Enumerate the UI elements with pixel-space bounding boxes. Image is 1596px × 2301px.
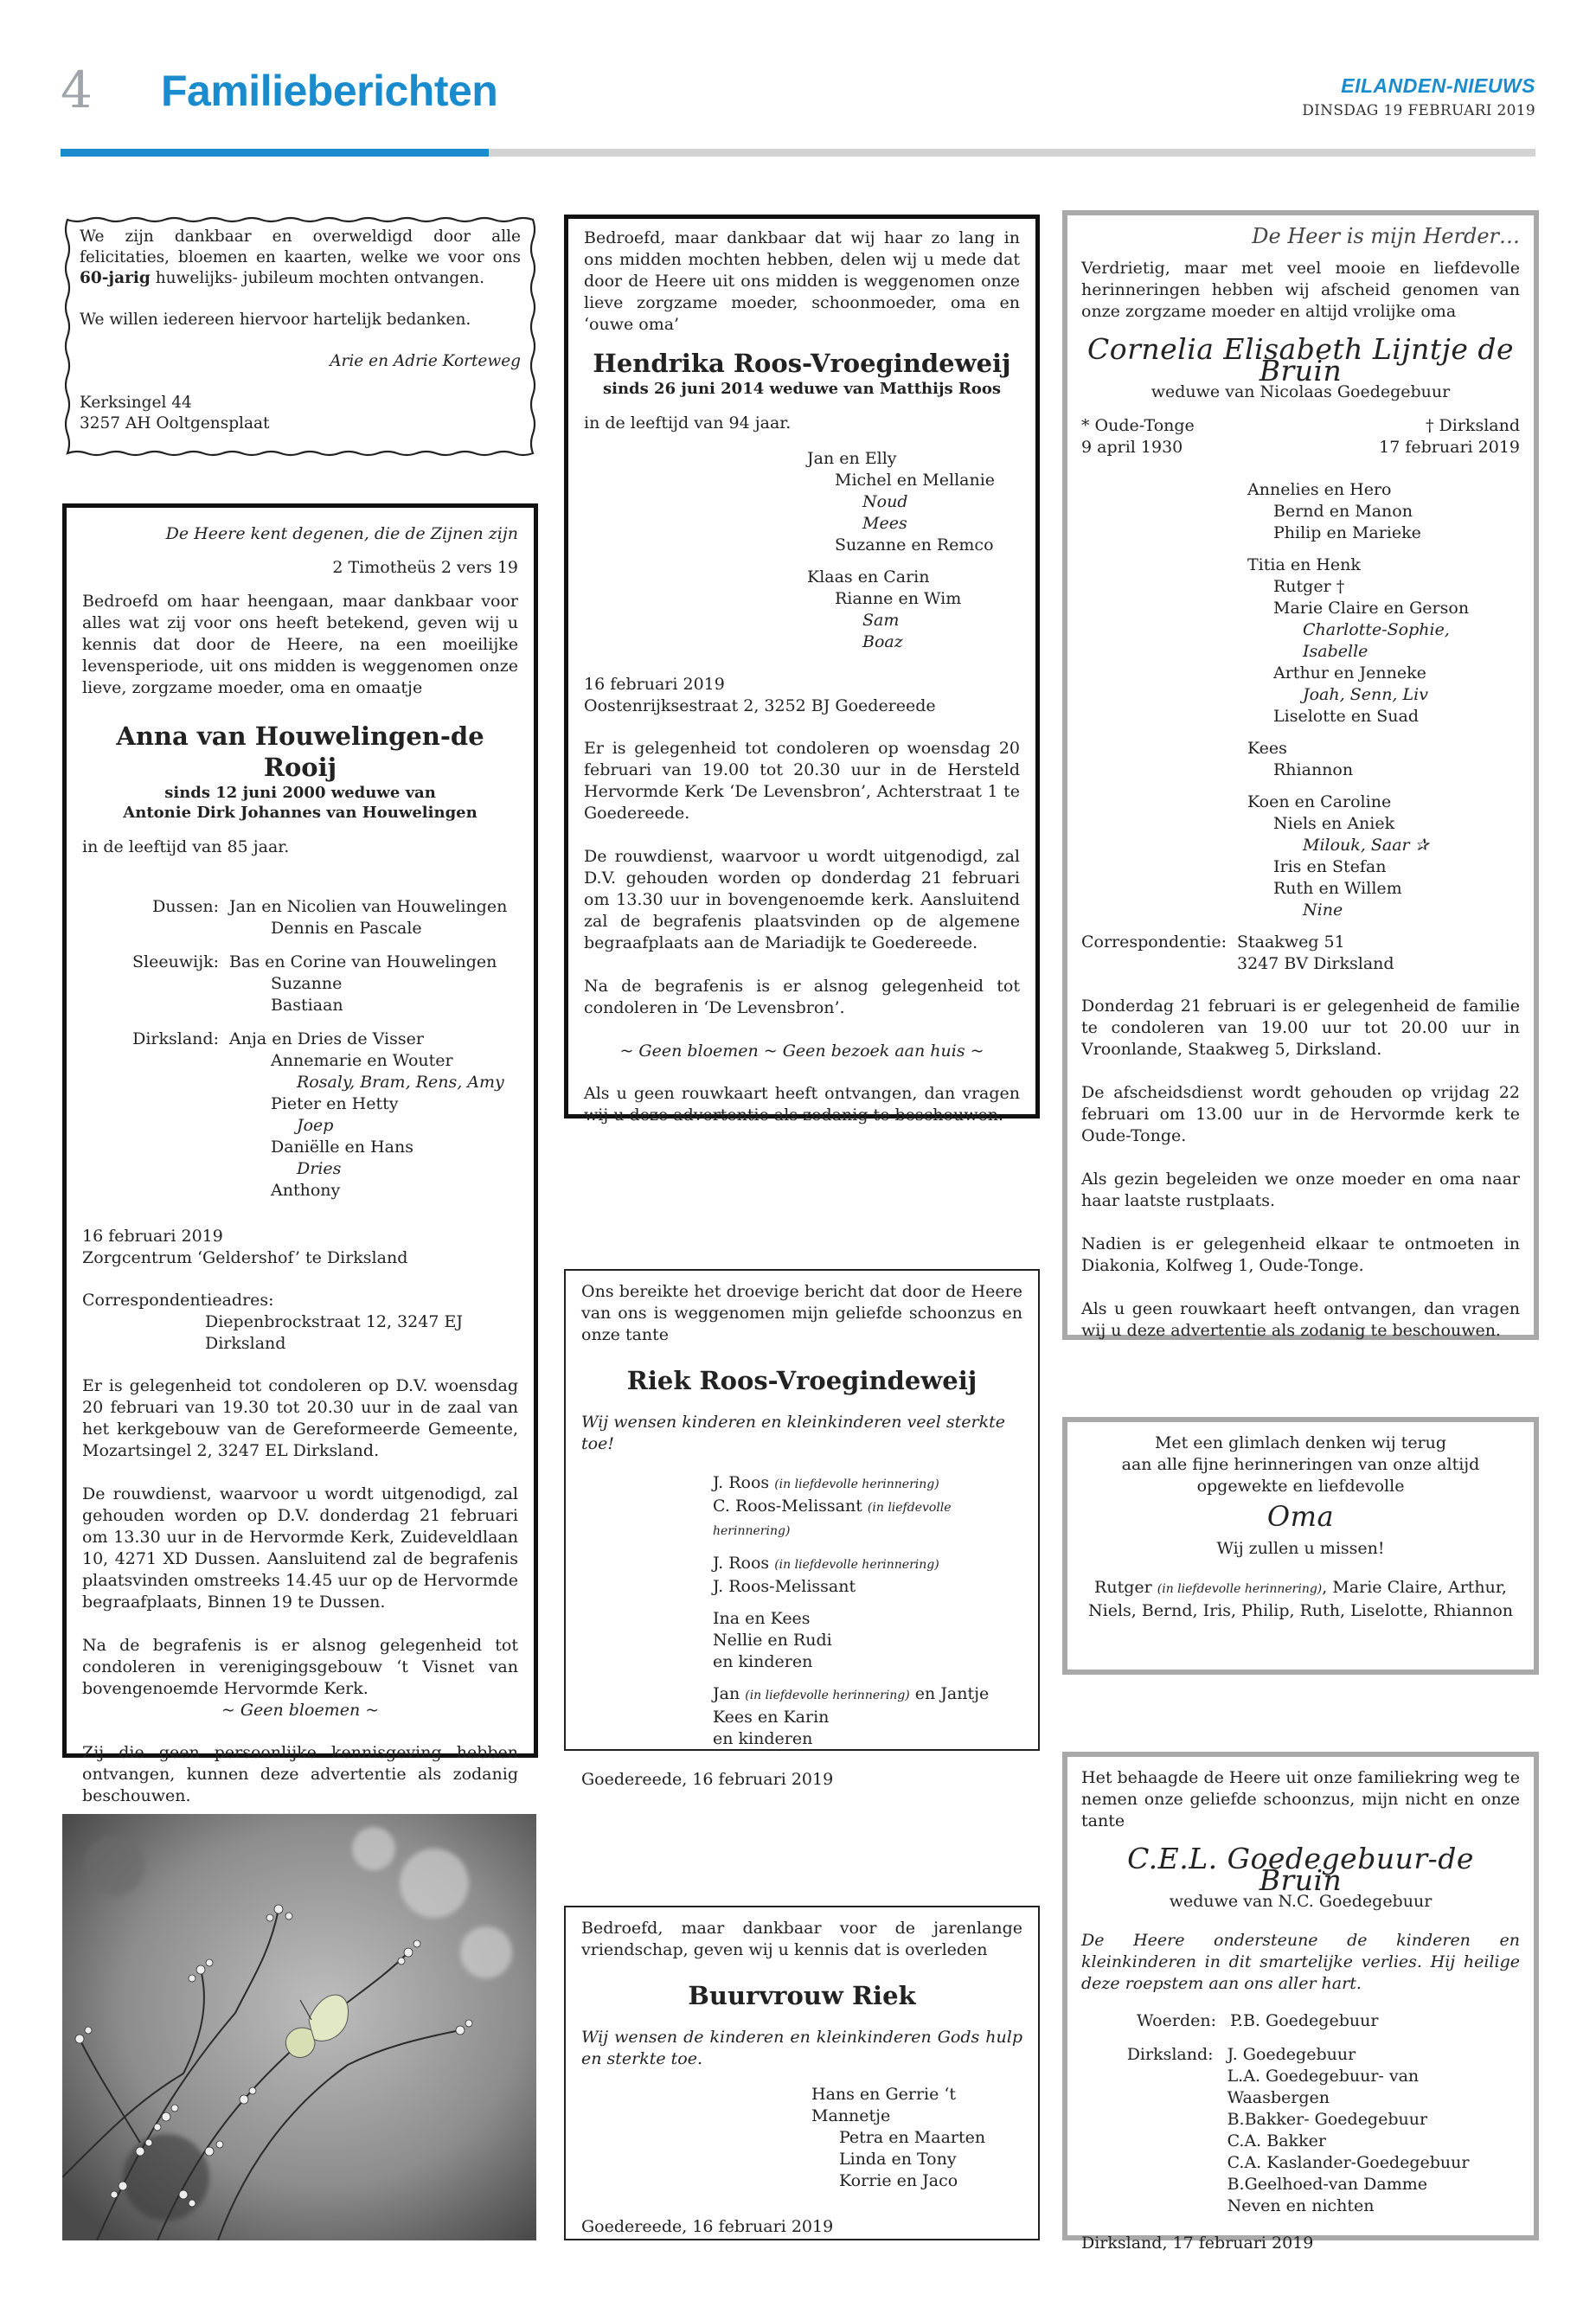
riek-g4a-note: (in liefdevolle herinnering)	[745, 1689, 910, 1702]
riek-g1b: C. Roos-Melissant	[713, 1497, 862, 1516]
anna-dirksland-sub3: Daniëlle en Hans	[271, 1138, 413, 1157]
goedegebuur-woerden	[1081, 2010, 1520, 2032]
hendrika-intro: Bedroefd, maar dankbaar dat wij haar zo lang in ons midden mochten hebben, delen wij u mede dat door de Heere uit ons midden is weggenomen onze lieve zorgzame moeder, schoonmoeder, oma en ‘ouwe oma’	[584, 228, 1020, 334]
hendrika-age: in de leeftijd van 94 jaar.	[584, 413, 792, 433]
korteweg-line2b: huwelijks-	[155, 269, 238, 287]
riek-g3-1: Ina en Kees	[713, 1609, 811, 1628]
hendrika-after: Na de begrafenis is er alsnog gelegenheid tot condoleren in ‘De Levensbron’.	[584, 977, 1020, 1017]
riek-g2b: J. Roos-Melissant	[713, 1577, 856, 1596]
hendrika-fam2a: Rianne en Wim	[835, 589, 962, 608]
riek-g3-2: Nellie en Rudi	[713, 1631, 832, 1650]
anna-fam-sleeuwijk: Bas en Corine van Houwelingen	[229, 952, 497, 971]
riek-g4-1: Kees en Karin	[713, 1708, 830, 1727]
buurvrouw-fam1: Hans en Gerrie ‘t Mannetje	[811, 2085, 957, 2125]
cornelia-f1-head: Annelies en Hero	[1247, 480, 1392, 499]
buurvrouw-name: Buurvrouw Riek	[688, 1981, 916, 2010]
anna-fam-sleeuwijk-sub1: Suzanne	[271, 974, 343, 993]
anna-dirksland-sub1: Annemarie en Wouter	[271, 1051, 453, 1070]
anna-corr-label: Correspondentieadres:	[82, 1291, 274, 1310]
goedegebuur-d6: B.Geelhoed-van Damme	[1227, 2175, 1427, 2194]
riek-g4a-rest: en Jantje	[914, 1684, 990, 1703]
hendrika-fam2: Klaas en Carin	[807, 567, 930, 586]
buurvrouw-intro: Bedroefd, maar dankbaar voor de jarenlange vriendschap, geven wij u kennis dat is overleden	[581, 1919, 1022, 1959]
riek-g2a-note: (in liefdevolle herinnering)	[774, 1558, 939, 1572]
cornelia-dates	[1081, 415, 1520, 458]
cornelia-visit: Donderdag 21 februari is er gelegenheid de familie te condoleren van 19.00 uur tot 20.00 uur in Vroonlande, Staakweg 5, Dirksland.	[1081, 997, 1520, 1059]
cornelia-family-only: Als gezin begeleiden we onze moeder en oma naar haar laatste rustplaats.	[1081, 1170, 1520, 1210]
hendrika-fam1a-kid1: Noud	[862, 492, 908, 511]
hendrika-date: 16 februari 2019	[584, 675, 725, 694]
cornelia-corr1: Staakweg 51	[1237, 933, 1345, 952]
cornelia-intro: Verdrietig, maar met veel mooie en liefdevolle herinneringen hebben wij afscheid genomen van onze zorgzame moeder en altijd vrolijke oma	[1081, 259, 1520, 321]
anna-family	[82, 896, 518, 1202]
anna-verse-ref: 2 Timotheüs 2 vers 19	[332, 558, 518, 577]
cornelia-notice: Als u geen rouwkaart heeft ontvangen, dan vragen wij u deze advertentie als zodanig te beschouwen.	[1081, 1299, 1520, 1340]
cornelia-name: Cornelia Elisabeth Lijntje de Bruin	[1086, 332, 1515, 388]
hendrika-name: Hendrika Roos-Vroegindeweij	[593, 349, 1011, 378]
cornelia-corr	[1081, 932, 1520, 975]
buurvrouw-family	[581, 2084, 1022, 2192]
hendrika-family	[584, 448, 1020, 653]
cornelia-f2-k3: Arthur en Jenneke	[1273, 663, 1426, 683]
korteweg-address1: Kerksingel 44	[80, 394, 192, 412]
cornelia-f4-k1-g: Milouk, Saar ✰	[1303, 836, 1429, 855]
anna-dirksland-kids2: Joep	[297, 1116, 334, 1135]
anna-place-sleeuwijk: Sleeuwijk:	[132, 952, 219, 971]
korteweg-line2: bloemen en kaarten, welke we voor ons	[177, 248, 521, 266]
anna-dirksland-sub2: Pieter en Hetty	[271, 1094, 399, 1113]
anna-after: Na de begrafenis is er alsnog gelegenheid tot condoleren in verenigingsgebouw ‘t Visnet van bovengenoemde Hervormde Kerk.	[82, 1636, 518, 1698]
hendrika-widow: sinds 26 juni 2014 weduwe van Matthijs Roos	[603, 380, 1001, 398]
riek-g2a: J. Roos	[713, 1554, 770, 1573]
header-rule-accent	[61, 149, 489, 157]
oma-sig-note: (in liefdevolle herinnering)	[1157, 1582, 1323, 1596]
anna-widow2: Antonie Dirk Johannes van Houwelingen	[123, 804, 478, 822]
goedegebuur-d3: B.Bakker- Goedegebuur	[1227, 2110, 1428, 2129]
ad-anna-van-houwelingen	[62, 503, 538, 1805]
goedegebuur-d5: C.A. Kaslander-Goedegebuur	[1227, 2153, 1470, 2172]
cornelia-f2-k2: Marie Claire en Gerson	[1273, 599, 1470, 618]
anna-intro: Bedroefd om haar heengaan, maar dankbaar voor alles wat zij voor ons heeft betekend, geven wij u kennis dat door de Heere, na een moeilijke levensperiode, uit ons midden is weggenomen onze lieve, zorgzame moeder, oma en omaatje	[82, 592, 518, 697]
riek-wish: Wij wensen kinderen en kleinkinderen veel sterkte toe!	[581, 1413, 1006, 1453]
hendrika-fam2a-kid1: Sam	[862, 611, 900, 630]
photo-illustration	[62, 1814, 536, 2240]
page-number: 4	[61, 61, 93, 119]
oma-l1: Met een glimlach denken wij terug	[1154, 1433, 1447, 1452]
oma-miss: Wij zullen u missen!	[1216, 1539, 1385, 1558]
cornelia-service: De afscheidsdienst wordt gehouden op vrijdag 22 februari om 13.00 uur in de Hervormde kerk te Oude-Tonge.	[1081, 1083, 1520, 1145]
oma-sig-c: Niels, Bernd, Iris, Philip, Ruth, Liselotte, Rhiannon	[1088, 1601, 1513, 1620]
buurvrouw-fam4: Korrie en Jaco	[839, 2171, 958, 2190]
buurvrouw-fam2: Petra en Maarten	[839, 2128, 986, 2147]
anna-flowers: ~ Geen bloemen ~	[221, 1701, 380, 1720]
goedegebuur-d2: L.A. Goedegebuur- van Waasbergen	[1227, 2067, 1420, 2107]
goedegebuur-d4: C.A. Bakker	[1227, 2131, 1326, 2150]
anna-notice: Zij die geen persoonlijke kennisgeving hebben ontvangen, kunnen deze advertentie als zodanig beschouwen.	[82, 1743, 518, 1805]
goedegebuur-d7: Neven en nichten	[1227, 2196, 1375, 2215]
hendrika-address: Oostenrijksestraat 2, 3252 BJ Goedereede	[584, 696, 936, 715]
goedegebuur-footer: Dirksland, 17 februari 2019	[1081, 2234, 1314, 2253]
buurvrouw-fam3: Linda en Tony	[839, 2150, 957, 2169]
ad-korteweg	[62, 215, 538, 458]
anna-date: 16 februari 2019	[82, 1227, 223, 1246]
anna-corr-address: Diepenbrockstraat 12, 3247 EJ Dirksland	[205, 1312, 463, 1353]
anna-service: De rouwdienst, waarvoor u wordt uitgenodigd, zal gehouden worden op D.V. donderdag 21 februari om 13.30 uur in de Hervormde Kerk, Zuideveldlaan 10, 4271 XD Dussen. Aansluitend zal de begrafenis plaatsvinden omstreeks 14.45 uur op de Hervormde begraafplaats, Binnen 19 te Dussen.	[82, 1484, 518, 1612]
anna-place: Zorgcentrum ‘Geldershof’ te Dirksland	[82, 1248, 408, 1267]
cornelia-meet: Nadien is er gelegenheid elkaar te ontmoeten in Diakonia, Kolfweg 1, Oude-Tonge.	[1081, 1234, 1520, 1275]
oma-l2: aan alle fijne herinneringen van onze altijd	[1121, 1455, 1480, 1474]
cornelia-family	[1081, 479, 1520, 921]
cornelia-f4-k3-g: Nine	[1303, 901, 1343, 920]
riek-g1a: J. Roos	[713, 1473, 770, 1492]
korteweg-jubilee: 60-jarig	[80, 269, 151, 287]
cornelia-died-date: 17 februari 2019	[1379, 438, 1520, 457]
anna-dirksland-kids3: Dries	[297, 1159, 342, 1178]
cornelia-born-place: * Oude-Tonge	[1081, 416, 1195, 435]
hendrika-condole: Er is gelegenheid tot condoleren op woensdag 20 februari van 19.00 tot 20.30 uur in de Hersteld Hervormde Kerk ‘De Levensbron’, Achterstraat 1 te Goedereede.	[584, 739, 1020, 823]
newspaper-logo: EILANDEN-NIEUWS	[1341, 74, 1535, 97]
goedegebuur-dirksland-label: Dirksland:	[1126, 2045, 1214, 2064]
hendrika-fam1b: Suzanne en Remco	[835, 535, 994, 554]
buurvrouw-footer: Goedereede, 16 februari 2019	[581, 2217, 834, 2236]
korteweg-line1: We zijn dankbaar en overweldigd door alle felicitaties,	[80, 228, 521, 266]
hendrika-service: De rouwdienst, waarvoor u wordt uitgenodigd, zal D.V. gehouden worden op donderdag 21 februari om 13.30 uur in bovengenoemde kerk. Aansluitend zal de begrafenis plaatsvinden op de algemene begraafplaats aan de Mariadijk te Goedereede.	[584, 847, 1020, 952]
cornelia-f4-head: Koen en Caroline	[1247, 792, 1392, 811]
anna-condole: Er is gelegenheid tot condoleren op D.V. woensdag 20 februari van 19.30 tot 20.30 uur in de zaal van het kerkgebouw van de Gereformeerde Gemeente, Mozartsingel 2, 3247 EL Dirksland.	[82, 1376, 518, 1460]
goedegebuur-intro: Het behaagde de Heere uit onze familiekring weg te nemen onze geliefde schoonzus, mijn nicht en onze tante	[1081, 1768, 1520, 1830]
hendrika-fam1a: Michel en Mellanie	[835, 471, 996, 490]
hendrika-fam1a-kid2: Mees	[862, 514, 907, 533]
anna-place-dussen: Dussen:	[152, 897, 219, 916]
cornelia-f2-k2-g: Charlotte-Sophie, Isabelle	[1303, 620, 1450, 661]
oma-l3: opgewekte en liefdevolle	[1196, 1477, 1405, 1496]
buurvrouw-wish: Wij wensen de kinderen en kleinkinderen Gods hulp en sterkte toe.	[581, 2028, 1022, 2068]
ad-goedegebuur	[1062, 1752, 1539, 2253]
ad-hendrika-roos	[564, 215, 1040, 1125]
cornelia-f4-k2: Iris en Stefan	[1273, 857, 1387, 876]
goedegebuur-prayer: De Heere ondersteune de kinderen en kleinkinderen in dit smartelijke verlies. Hij heilige deze roepstem aan ons aller hart.	[1081, 1931, 1520, 1993]
anna-dirksland-sub4: Anthony	[271, 1181, 341, 1200]
cornelia-verse: De Heer is mijn Herder…	[1252, 224, 1520, 248]
anna-verse: De Heere kent degenen, die de Zijnen zijn	[165, 524, 518, 543]
goedegebuur-name: C.E.L. Goedegebuur-de Bruin	[1127, 1842, 1474, 1897]
anna-age: in de leeftijd van 85 jaar.	[82, 837, 290, 856]
korteweg-thanks: We willen iedereen hiervoor hartelijk bedanken.	[80, 311, 471, 329]
riek-footer: Goedereede, 16 februari 2019	[581, 1770, 834, 1789]
anna-fam-dussen-sub: Dennis en Pascale	[271, 919, 422, 938]
goedegebuur-woerden-label: Woerden:	[1136, 2011, 1216, 2030]
korteweg-signature: Arie en Adrie Korteweg	[330, 352, 521, 370]
korteweg-address2: 3257 AH Ooltgensplaat	[80, 414, 270, 433]
anna-dirksland-kids1: Rosaly, Bram, Rens, Amy	[297, 1073, 504, 1092]
oma-sig-a: Rutger	[1094, 1578, 1152, 1597]
cornelia-f2-k4: Liselotte en Suad	[1273, 707, 1420, 726]
cornelia-corr-label: Correspondentie:	[1081, 933, 1227, 952]
cornelia-f3-head: Kees	[1247, 739, 1287, 758]
ad-buurvrouw-riek	[564, 1906, 1040, 2240]
anna-fam-dussen: Jan en Nicolien van Houwelingen	[229, 897, 508, 916]
hendrika-fam1: Jan en Elly	[807, 449, 897, 468]
cornelia-f1-k1: Bernd en Manon	[1273, 502, 1413, 521]
issue-date: DINSDAG 19 FEBRUARI 2019	[1302, 102, 1535, 119]
riek-family	[581, 1472, 1022, 1750]
cornelia-born-date: 9 april 1930	[1081, 438, 1183, 457]
anna-place-dirksland: Dirksland:	[132, 1029, 219, 1048]
oma-sig-b: , Marie Claire, Arthur,	[1322, 1578, 1507, 1597]
anna-fam-dirksland: Anja en Dries de Visser	[229, 1029, 424, 1048]
ad-riek-roos	[564, 1269, 1040, 1789]
cornelia-f4-k1: Niels en Aniek	[1273, 814, 1395, 833]
cornelia-corr2: 3247 BV Dirksland	[1237, 954, 1394, 973]
riek-g4a: Jan	[713, 1684, 740, 1703]
korteweg-line3: jubileum mochten ontvangen.	[242, 269, 484, 287]
section-title: Familieberichten	[161, 67, 498, 115]
cornelia-f3-k1: Rhiannon	[1273, 760, 1354, 779]
cornelia-died-place: † Dirksland	[1426, 416, 1520, 435]
butterfly-photo	[62, 1814, 536, 2240]
anna-widow1: sinds 12 juni 2000 weduwe van	[164, 784, 436, 802]
cornelia-f2-k3-g: Joah, Senn, Liv	[1303, 685, 1428, 704]
ad-cornelia-de-bruin	[1062, 210, 1539, 1340]
goedegebuur-d1: J. Goedegebuur	[1227, 2045, 1356, 2064]
riek-g4-2: en kinderen	[713, 1729, 813, 1748]
cornelia-f2-k1: Rutger †	[1273, 577, 1345, 596]
hendrika-fam2a-kid2: Boaz	[862, 632, 903, 651]
cornelia-f4-k3: Ruth en Willem	[1273, 879, 1402, 898]
goedegebuur-widow: weduwe van N.C. Goedegebuur	[1169, 1892, 1433, 1911]
riek-intro: Ons bereikte het droevige bericht dat door de Heere van ons is weggenomen mijn geliefde schoonzus en onze tante	[581, 1282, 1022, 1344]
ad-oma	[1062, 1417, 1539, 1675]
anna-fam-sleeuwijk-sub2: Bastiaan	[271, 996, 343, 1015]
hendrika-flowers: ~ Geen bloemen ~ Geen bezoek aan huis ~	[619, 1042, 984, 1061]
hendrika-notice: Als u geen rouwkaart heeft ontvangen, dan vragen wij u deze advertentie als zodanig te beschouwen.	[584, 1084, 1020, 1125]
cornelia-f1-k2: Philip en Marieke	[1273, 523, 1421, 542]
riek-g1b-note: (in liefdevolle herinnering)	[713, 1501, 952, 1538]
anna-name: Anna van Houwelingen-de Rooij	[116, 721, 484, 782]
goedegebuur-dirksland	[1081, 2044, 1520, 2217]
goedegebuur-woerden-name: P.B. Goedegebuur	[1230, 2011, 1379, 2030]
riek-g3-3: en kinderen	[713, 1652, 813, 1671]
riek-name: Riek Roos-Vroegindeweij	[626, 1366, 977, 1395]
oma-name: Oma	[1266, 1500, 1335, 1533]
cornelia-widow: weduwe van Nicolaas Goedegebuur	[1151, 382, 1451, 401]
riek-g1a-note: (in liefdevolle herinnering)	[774, 1477, 939, 1491]
cornelia-f2-head: Titia en Henk	[1247, 555, 1361, 574]
